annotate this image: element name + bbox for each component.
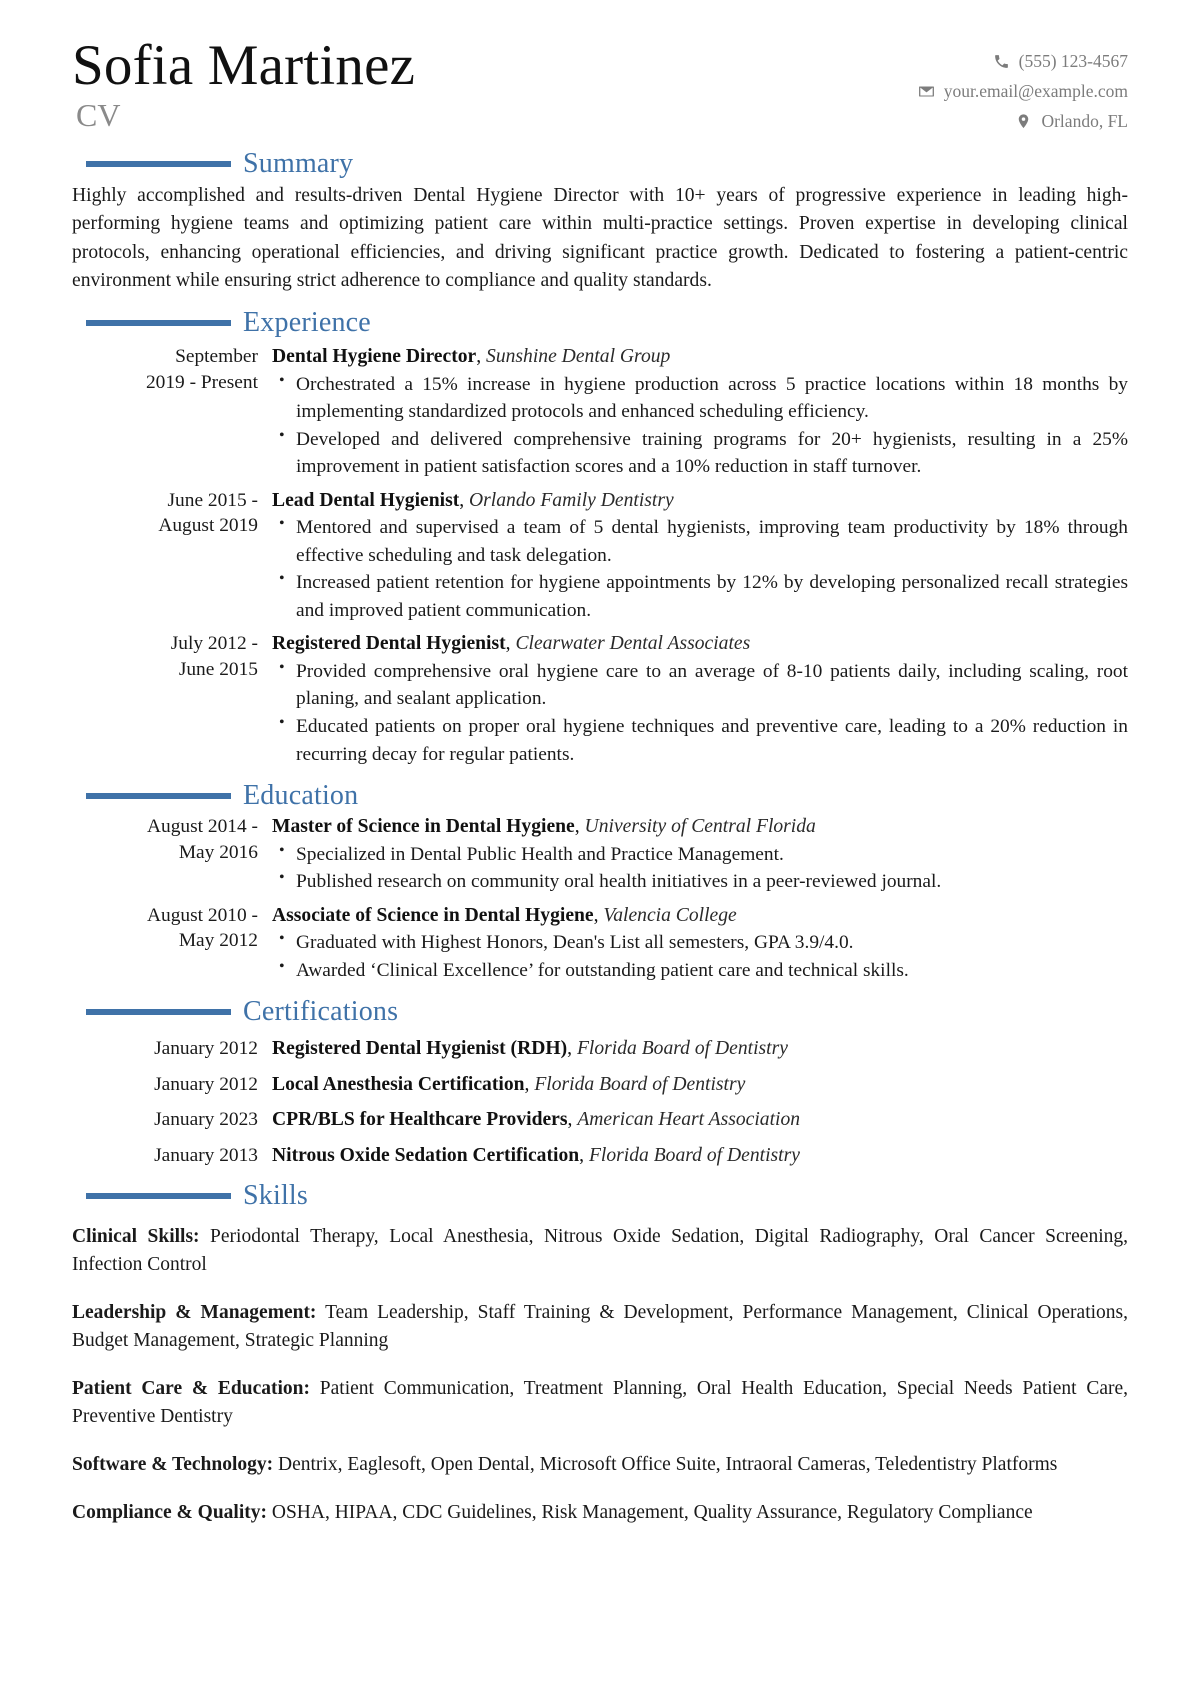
entry-body <box>272 814 1128 896</box>
section-rule <box>86 320 231 326</box>
education-entry <box>72 903 1128 985</box>
skill-category: Leadership & Management: <box>72 1302 317 1324</box>
section-header-experience <box>72 309 1128 337</box>
entry-date-line: July 2012 - <box>170 633 258 655</box>
section-title-summary: Summary <box>243 148 354 180</box>
skill-items: OSHA, HIPAA, CDC Guidelines, Risk Management, Quality Assurance, Regulatory Compliance <box>267 1501 1033 1523</box>
certification-name: CPR/BLS for Healthcare Providers <box>272 1109 568 1131</box>
certification-issuer: Florida Board of Dentistry <box>576 1038 788 1060</box>
entry-separator: , <box>593 904 604 926</box>
entry-degree: Master of Science in Dental Hygiene <box>272 816 575 838</box>
entry-separator: , <box>505 633 516 655</box>
entry-title <box>272 631 1128 656</box>
contact-email[interactable] <box>918 76 1128 106</box>
bullet-item: • Specialized in Dental Public Health and Practice Management. <box>294 841 1128 869</box>
bullet-item: • Awarded ‘Clinical Excellence’ for outstanding patient care and technical skills. <box>294 957 1128 985</box>
skill-group <box>72 1299 1128 1356</box>
skill-items: Dentrix, Eaglesoft, Open Dental, Microsoft Office Suite, Intraoral Cameras, Teledentistry Platforms <box>273 1454 1058 1476</box>
certification-body <box>272 1072 1128 1097</box>
certification-body <box>272 1143 1128 1168</box>
skill-group <box>72 1223 1128 1280</box>
skill-group <box>72 1451 1128 1479</box>
entry-date <box>72 631 272 682</box>
bullet-item: • Orchestrated a 15% increase in hygiene production across 5 practice locations within 18 months by implementing standardized protocols and enhanced scheduling efficiency. <box>294 371 1128 426</box>
experience-entry <box>72 631 1128 768</box>
section-header-skills <box>72 1182 1128 1210</box>
section-rule <box>86 1193 231 1199</box>
entry-date <box>72 903 272 954</box>
bullet-item: • Mentored and supervised a team of 5 dental hygienists, improving team productivity by 18% through effective scheduling and task delegation. <box>294 514 1128 569</box>
entry-institution: Valencia College <box>603 904 737 926</box>
certification-issuer: Florida Board of Dentistry <box>588 1144 800 1166</box>
entry-organization: Orlando Family Dentistry <box>469 489 674 511</box>
section-rule <box>86 1009 231 1015</box>
entry-separator: , <box>579 1144 589 1166</box>
certification-issuer: Florida Board of Dentistry <box>534 1073 746 1095</box>
certification-date: January 2012 <box>154 1038 258 1060</box>
entry-position: Registered Dental Hygienist <box>272 633 506 655</box>
email-icon <box>918 83 935 100</box>
entry-title <box>272 488 1128 513</box>
entry-separator: , <box>476 346 487 368</box>
certification-entry <box>72 1036 1128 1061</box>
bullet-item: • Developed and delivered comprehensive training programs for 20+ hygienists, resulting in a 25% improvement in patient satisfaction scores and a 10% reduction in staff turnover. <box>294 426 1128 481</box>
entry-date-line: 2019 - Present <box>145 371 258 393</box>
entry-title <box>272 903 1128 928</box>
contact-location[interactable] <box>918 106 1128 136</box>
entry-separator: , <box>567 1109 578 1131</box>
entry-date <box>72 488 272 539</box>
certification-issuer: American Heart Association <box>577 1109 801 1131</box>
entry-date-line: May 2016 <box>178 841 258 863</box>
entry-position: Dental Hygiene Director <box>272 346 477 368</box>
section-title-certifications: Certifications <box>243 996 399 1028</box>
section-rule <box>86 793 231 799</box>
skill-category: Patient Care & Education: <box>72 1378 311 1400</box>
section-title-experience: Experience <box>243 307 371 339</box>
entry-degree: Associate of Science in Dental Hygiene <box>272 904 594 926</box>
certification-date: January 2012 <box>154 1073 258 1095</box>
experience-entry <box>72 488 1128 625</box>
document-subtitle: CV <box>76 96 121 133</box>
contact-phone-text: (555) 123-4567 <box>1018 51 1128 71</box>
section-header-education <box>72 782 1128 810</box>
entry-date-line: August 2014 - <box>147 816 258 838</box>
contact-info <box>918 34 1128 136</box>
certification-date: January 2013 <box>154 1144 258 1166</box>
skill-group <box>72 1375 1128 1432</box>
entry-date <box>72 344 272 395</box>
entry-title <box>272 814 1128 839</box>
education-entry <box>72 814 1128 896</box>
bullet-item: • Educated patients on proper oral hygiene techniques and preventive care, leading to a 20% reduction in recurring decay for regular patients. <box>294 713 1128 768</box>
skill-category: Clinical Skills: <box>72 1226 200 1248</box>
entry-body <box>272 903 1128 985</box>
contact-phone[interactable] <box>918 46 1128 76</box>
entry-date <box>72 814 272 865</box>
entry-date-line: June 2015 - <box>167 489 258 511</box>
entry-separator: , <box>524 1073 535 1095</box>
contact-location-text: Orlando, FL <box>1041 111 1128 132</box>
skill-group <box>72 1499 1128 1527</box>
summary-text: Highly accomplished and results-driven Dental Hygiene Director with 10+ years of progressive experience in leading high-performing hygiene teams and optimizing patient care within multi-practice settings. Proven expertise in developing clinical protocols, enhancing operational efficiencies, and driving significant practice growth. Dedicated to fostering a patient-centric environment while ensuring strict adherence to compliance and quality standards. <box>72 185 1128 291</box>
entry-date-line: September <box>175 346 258 368</box>
entry-organization: Clearwater Dental Associates <box>515 633 751 655</box>
cv-header <box>72 34 1128 136</box>
certification-date: January 2023 <box>154 1109 258 1131</box>
bullet-item: • Published research on community oral health initiatives in a peer-reviewed journal. <box>294 868 1128 896</box>
name-block <box>72 34 415 133</box>
location-pin-icon <box>1015 113 1032 130</box>
entry-title <box>272 344 1128 369</box>
entry-bullets <box>272 371 1128 481</box>
entry-separator: , <box>574 816 585 838</box>
page-title: Sofia Martinez <box>72 34 416 97</box>
certification-entry <box>72 1072 1128 1097</box>
contact-email-text: your.email@example.com <box>943 81 1128 102</box>
entry-bullets <box>272 841 1128 896</box>
section-title-skills: Skills <box>243 1180 309 1212</box>
entry-bullets <box>272 514 1128 624</box>
skill-category: Software & Technology: <box>72 1454 274 1476</box>
entry-date-line: June 2015 <box>178 659 258 681</box>
entry-bullets <box>272 658 1128 768</box>
certification-entry <box>72 1143 1128 1168</box>
entry-body <box>272 631 1128 768</box>
entry-separator: , <box>459 489 470 511</box>
entry-body <box>272 344 1128 481</box>
skill-items: Periodontal Therapy, Local Anesthesia, Nitrous Oxide Sedation, Digital Radiography, Oral Cancer Screening, Infection Control <box>72 1226 1128 1276</box>
experience-entry <box>72 344 1128 481</box>
skill-items: Team Leadership, Staff Training & Development, Performance Management, Clinical Operations, Budget Management, Strategic Planning <box>72 1302 1128 1352</box>
entry-separator: , <box>567 1038 577 1060</box>
entry-position: Lead Dental Hygienist <box>272 489 460 511</box>
bullet-item: • Graduated with Highest Honors, Dean's List all semesters, GPA 3.9/4.0. <box>294 929 1128 957</box>
certification-body <box>272 1107 1128 1132</box>
phone-icon <box>993 53 1010 70</box>
section-header-certifications <box>72 998 1128 1026</box>
entry-date-line: August 2019 <box>158 515 258 537</box>
certification-name: Registered Dental Hygienist (RDH) <box>272 1038 568 1060</box>
bullet-item: • Provided comprehensive oral hygiene care to an average of 8-10 patients daily, including scaling, root planing, and sealant application. <box>294 658 1128 713</box>
entry-organization: Sunshine Dental Group <box>486 346 671 368</box>
section-rule <box>86 161 231 167</box>
entry-bullets <box>272 929 1128 984</box>
section-title-education: Education <box>243 780 359 812</box>
entry-date-line: August 2010 - <box>147 904 258 926</box>
entry-institution: University of Central Florida <box>584 816 816 838</box>
certification-entry <box>72 1107 1128 1132</box>
entry-date-line: May 2012 <box>178 930 258 952</box>
section-header-summary <box>72 150 1128 178</box>
skill-items: Patient Communication, Treatment Planning, Oral Health Education, Special Needs Patient Care, Preventive Dentistry <box>72 1378 1128 1428</box>
bullet-item: • Increased patient retention for hygiene appointments by 12% by developing personalized recall strategies and improved patient communication. <box>294 569 1128 624</box>
skill-category: Compliance & Quality: <box>72 1501 267 1523</box>
certification-name: Local Anesthesia Certification <box>272 1073 525 1095</box>
certification-body <box>272 1036 1128 1061</box>
certification-name: Nitrous Oxide Sedation Certification <box>272 1144 580 1166</box>
entry-body <box>272 488 1128 625</box>
